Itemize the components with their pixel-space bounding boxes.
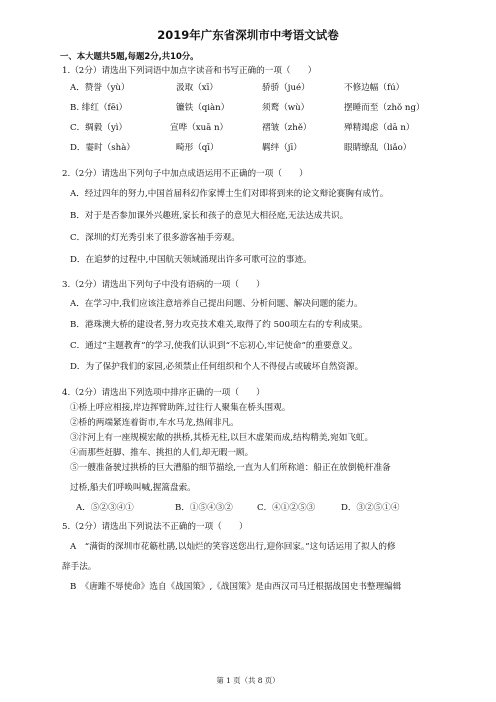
q4-item-4: ④而那些赶脚、推车、挑担的人们,却无暇一顾。 bbox=[70, 448, 254, 458]
q1-option-c-3: 褶皱（zhě） bbox=[262, 123, 312, 133]
q4-choice-c: C．④①②⑤③ bbox=[257, 503, 316, 513]
q1-option-a-4: 不修边幅（fú） bbox=[344, 83, 405, 93]
question-5-stem: 5.（2分）请选出下列说法不正确的一项（ ） bbox=[62, 522, 248, 532]
q1-option-c-2: 宣哗（xuā n） bbox=[170, 123, 229, 133]
q3-option-a: A．在学习中,我们应该注意培养自己提出问题、分析问题、解决问题的能力。 bbox=[70, 299, 363, 309]
q4-item-5-continued: 过桥,船夫们呼唤叫喊,握篙盘索。 bbox=[70, 483, 196, 493]
question-1-stem: 1.（2分）请选出下列词语中加点字读音和书写正确的一项（ ） bbox=[62, 66, 317, 76]
q2-option-c: C．深圳的灯光秀引来了很多游客袖手旁观。 bbox=[70, 233, 240, 243]
question-2-stem: 2.（2分）请选出下列句子中加点成语运用不正确的一项（ ） bbox=[62, 169, 308, 179]
q1-option-b-1: B. 绯红（fēi） bbox=[70, 103, 128, 113]
q1-option-c-1: C．绸毅（yì） bbox=[70, 123, 128, 133]
q1-option-a-3: 骄骄（jué） bbox=[262, 83, 310, 93]
q5-option-b: B 《唐雎不辱使命》选自《战国策》,《战国策》是由西汉司马迁根据战国史书整理编辑 bbox=[70, 582, 402, 592]
question-4-stem: 4.（2分）请选出下列选项中排序正确的一项（ ） bbox=[62, 388, 265, 398]
q5-option-a-continued: 辞手法。 bbox=[62, 562, 97, 572]
document-title: 2019年广东省深圳市中考语文试卷 bbox=[157, 28, 339, 42]
q1-option-d-2: 畸形（qī） bbox=[176, 143, 219, 153]
section-heading: 一、本大题共5题,每题2分,共10分。 bbox=[60, 51, 199, 61]
q4-item-3: ③汴河上有一座规模宏敞的拱桥,其桥无柱,以巨木虚架而成,结构精美,宛如飞虹。 bbox=[70, 433, 374, 443]
q5-option-a: A “满街的深圳市花簕杜鹃,以灿烂的笑容送您出行,迎你回家。”这句话运用了拟人的修 bbox=[70, 542, 396, 552]
q3-option-d: D．为了保护我们的家园,必须禁止任何组织和个人不得侵占或破坏自然资源。 bbox=[70, 362, 364, 372]
q4-choice-b: B．①⑤④③② bbox=[175, 503, 233, 513]
q4-item-5: ⑤一艘准备驶过拱桥的巨大漕船的细节描绘,一直为人们所称道：船正在放倒桅杆准备 bbox=[70, 463, 391, 473]
question-3-stem: 3.（2分）请选出下列句子中没有语病的一项（ ） bbox=[62, 280, 265, 290]
q4-item-1: ①桥上呼应相接,岸边挥臂助阵,过往行人聚集在桥头围观。 bbox=[70, 403, 291, 413]
q1-option-a-2: 汲取（xī） bbox=[176, 83, 218, 93]
q4-item-2: ②桥的两端紧连着街市,车水马龙,热闹非凡。 bbox=[70, 418, 239, 428]
q1-option-d-3: 羁绊（jī） bbox=[262, 143, 302, 153]
q2-option-b: B．对于是否参加课外兴趣班,家长和孩子的意见大相径庭,无法达成共识。 bbox=[70, 211, 349, 221]
q4-choice-d: D．③②⑤①④ bbox=[341, 503, 400, 513]
q3-option-c: C．通过“主题教育”的学习,使我们认识到“不忘初心,牢记使命”的重要意义。 bbox=[70, 341, 358, 351]
q2-option-a: A．经过四年的努力,中国首届科幻作家博士生们对即将到来的论文辩论赛胸有成竹。 bbox=[70, 189, 389, 199]
q1-option-b-2: 镰铁（qiàn） bbox=[176, 103, 230, 113]
q1-option-d-4: 眼睛缭乱（liǎo） bbox=[344, 143, 412, 153]
q2-option-d: D．在追梦的过程中,中国航天领域涌现出许多可歌可泣的事迹。 bbox=[70, 255, 312, 265]
q1-option-c-4: 殚精竭虑（dā n） bbox=[344, 123, 415, 133]
q1-option-b-3: 须鹜（wù） bbox=[262, 103, 310, 113]
q4-choice-a: A．⑤②③④① bbox=[76, 503, 134, 513]
q1-option-a-1: A．赞誉（yù） bbox=[70, 83, 130, 93]
page-footer: 第 1 页（共 8 页） bbox=[216, 676, 280, 685]
q3-option-b: B．港珠澳大桥的建设者,努力攻克技术难关,取得了约 500项左右的专利成果。 bbox=[70, 320, 368, 330]
q1-option-b-4: 摆睡而至（zhǒ ng） bbox=[344, 103, 425, 113]
q1-option-d-1: D．霎时（shà） bbox=[70, 143, 135, 153]
